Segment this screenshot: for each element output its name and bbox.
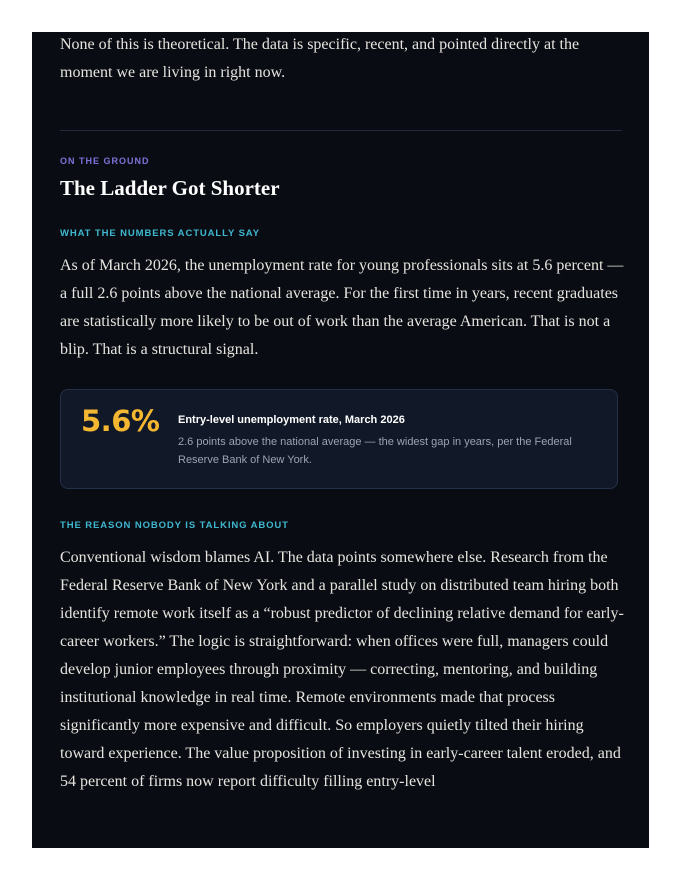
reason-paragraph: Conventional wisdom blames AI. The data points somewhere else. Research from the Federal Reserve Bank of New York and a parallel study on distributed team hiring both identify remote work itself as a “robust predictor of declining relative demand for early-career workers.” The logic is straightforward: when offices were full, managers could develop junior employees through proximity — correcting, mentoring, and building institutional knowledge in real time. Remote environments made that process significantly more expensive and difficult. So employers quietly tilted their hiring toward experience. The value proposition of investing in early-career talent eroded, and 54 percent of firms now report difficulty filling entry-level bbox=[60, 549, 624, 790]
stat-title: Entry-level unemployment rate, March 2026 bbox=[178, 414, 405, 426]
section-title: The Ladder Got Shorter bbox=[60, 176, 280, 200]
intro-paragraph: None of this is theoretical. The data is specific, recent, and pointed directly at the moment we are living in right now. bbox=[60, 36, 580, 81]
numbers-paragraph: As of March 2026, the unemployment rate for young professionals sits at 5.6 percent — a full 2.6 points above the national average. For the first time in years, recent graduates are statistically more likely to be out of work than the average American. That is not a blip. That is a structural signal. bbox=[60, 257, 624, 358]
stat-callout-card bbox=[60, 389, 618, 489]
stat-description: 2.6 points above the national average — the widest gap in years, per the Federal Reserve Bank of New York. bbox=[178, 436, 572, 466]
stat-value: 5.6% bbox=[81, 404, 160, 438]
numbers-subhead: WHAT THE NUMBERS ACTUALLY SAY bbox=[60, 228, 260, 239]
reason-subhead: THE REASON NOBODY IS TALKING ABOUT bbox=[60, 520, 289, 531]
section-divider bbox=[60, 130, 622, 131]
article-page bbox=[32, 32, 649, 848]
section-kicker: ON THE GROUND bbox=[60, 156, 150, 166]
